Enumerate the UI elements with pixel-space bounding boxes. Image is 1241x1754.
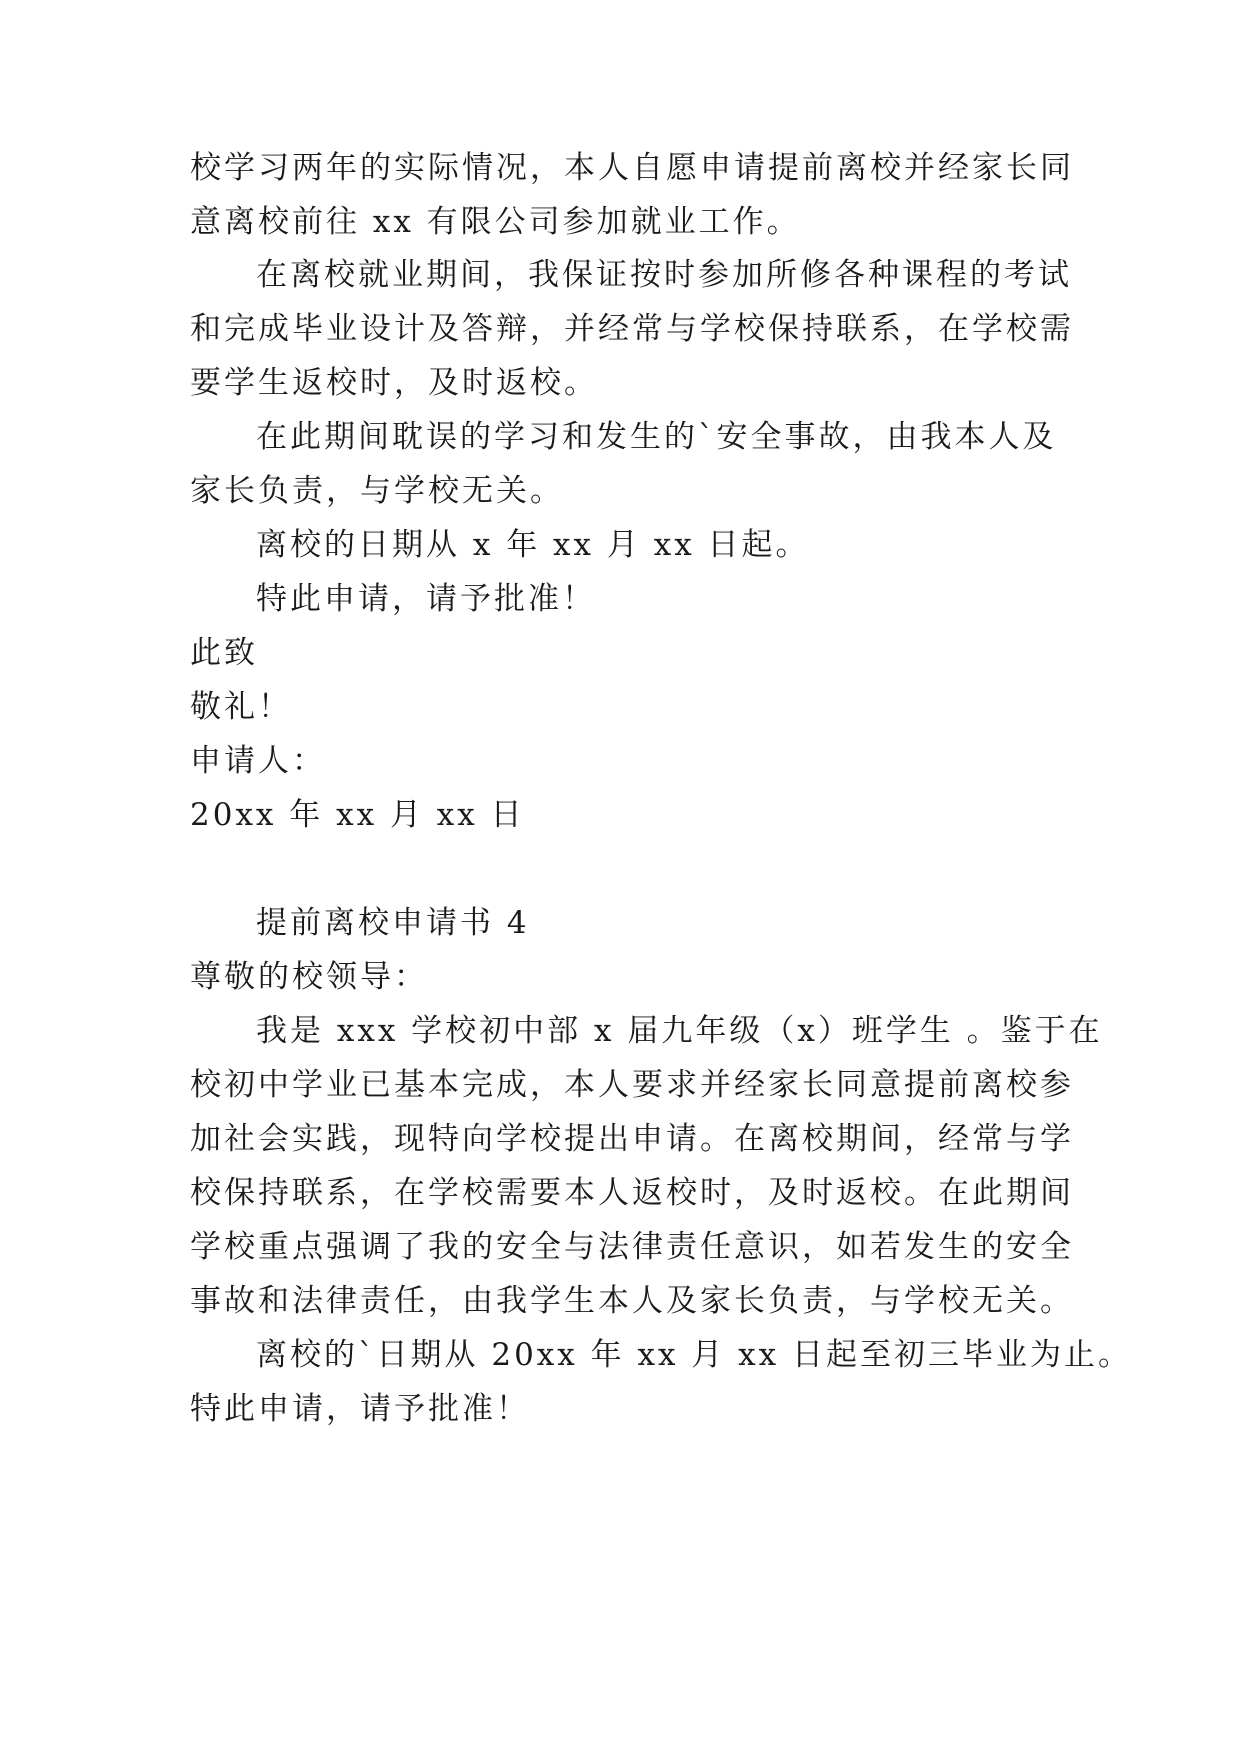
paragraph-line: 加社会实践，现特向学校提出申请。在离校期间，经常与学 bbox=[190, 1121, 1074, 1157]
greeting: 尊敬的校领导： bbox=[190, 959, 428, 995]
paragraph-line: 校保持联系，在学校需要本人返校时，及时返校。在此期间 bbox=[190, 1175, 1074, 1211]
closing-regards: 敬礼！ bbox=[190, 689, 292, 725]
paragraph-line: 在此期间耽误的学习和发生的`安全事故，由我本人及 bbox=[256, 419, 1057, 455]
applicant-label: 申请人： bbox=[190, 743, 326, 779]
request-line: 特此申请，请予批准！ bbox=[190, 1391, 530, 1427]
departure-date-line: 离校的`日期从 20xx 年 xx 月 xx 日起至初三毕业为止。 bbox=[256, 1337, 1132, 1373]
paragraph-line: 要学生返校时，及时返校。 bbox=[190, 365, 598, 401]
paragraph-line: 我是 xxx 学校初中部 x 届九年级（x）班学生 。鉴于在 bbox=[256, 1013, 1103, 1049]
paragraph-line: 和完成毕业设计及答辩，并经常与学校保持联系，在学校需 bbox=[190, 311, 1074, 347]
paragraph-line: 家长负责，与学校无关。 bbox=[190, 473, 564, 509]
paragraph-line: 校初中学业已基本完成，本人要求并经家长同意提前离校参 bbox=[190, 1067, 1074, 1103]
paragraph-line: 学校重点强调了我的安全与法律责任意识，如若发生的安全 bbox=[190, 1229, 1074, 1265]
paragraph-line: 在离校就业期间，我保证按时参加所修各种课程的考试 bbox=[256, 257, 1072, 293]
departure-date-line: 离校的日期从 x 年 xx 月 xx 日起。 bbox=[256, 527, 810, 563]
section-title: 提前离校申请书 4 bbox=[256, 905, 530, 941]
signature-date: 20xx 年 xx 月 xx 日 bbox=[190, 797, 525, 833]
closing-salutation: 此致 bbox=[190, 635, 258, 671]
request-line: 特此申请，请予批准！ bbox=[256, 581, 596, 617]
paragraph-line: 意离校前往 xx 有限公司参加就业工作。 bbox=[190, 204, 801, 240]
paragraph-line: 事故和法律责任，由我学生本人及家长负责，与学校无关。 bbox=[190, 1283, 1074, 1319]
paragraph-line: 校学习两年的实际情况，本人自愿申请提前离校并经家长同 bbox=[190, 150, 1074, 186]
